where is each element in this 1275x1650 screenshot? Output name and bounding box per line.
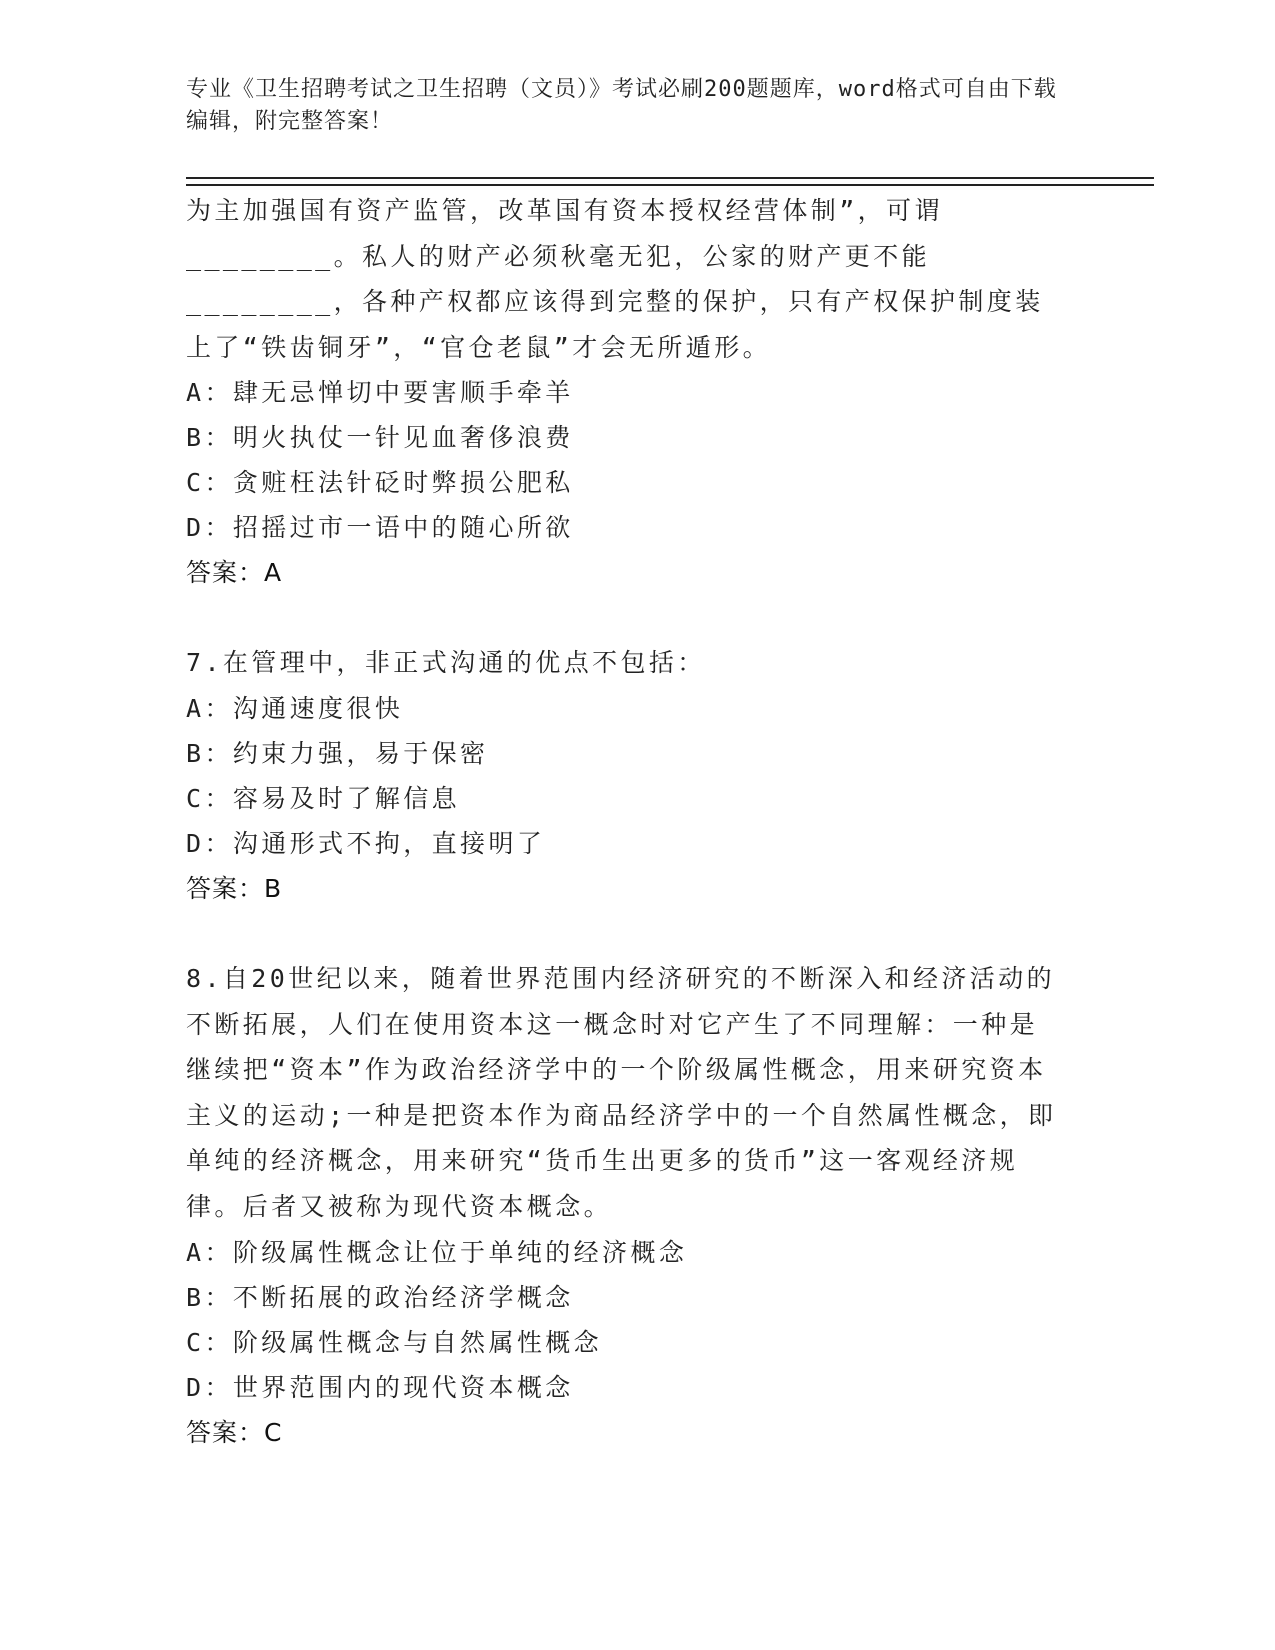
document-header: 专业《卫生招聘考试之卫生招聘（文员）》考试必刷200题题库，word格式可自由下载编辑，附完整答案！ — [186, 77, 1057, 134]
answer-line: 答案：A — [186, 558, 283, 588]
option-b: B：不断拓展的政治经济学概念 — [186, 1282, 574, 1312]
option-d: D：招摇过市一语中的随心所欲 — [186, 513, 574, 543]
option-a: A：沟通速度很快 — [186, 693, 404, 723]
option-d: D：世界范围内的现代资本概念 — [186, 1372, 574, 1402]
question-stem: 8.自20世纪以来，随着世界范围内经济研究的不断深入和经济活动的不断拓展，人们在使用资本这一概念时对它产生了不同理解：一种是继续把“资本”作为政治经济学中的一个阶级属性概念，用来研究资本主义的运动;一种是把资本作为商品经济学中的一个自然属性概念，即单纯的经济概念，用来研究“货币生出更多的货币”这一客观经济规律。后者又被称为现代资本概念。 — [186, 964, 1057, 1221]
answer-line: 答案：B — [186, 873, 283, 903]
option-c: C：贪赃枉法针砭时弊损公肥私 — [186, 468, 574, 498]
question-8-block — [186, 956, 1066, 1455]
option-c: C：容易及时了解信息 — [186, 783, 461, 813]
question-6-block — [186, 188, 1066, 595]
option-c: C：阶级属性概念与自然属性概念 — [186, 1327, 603, 1357]
question-stem: 为主加强国有资产监管，改革国有资本授权经营体制”，可谓________。私人的财产必须秋毫无犯，公家的财产更不能________，各种产权都应该得到完整的保护，只有产权保护制度装上了“铁齿铜牙”，“官仓老鼠”才会无所遁形。 — [186, 196, 1044, 362]
header-divider-top — [186, 177, 1154, 179]
option-a: A：肆无忌惮切中要害顺手牵羊 — [186, 378, 574, 408]
question-stem: 7.在管理中，非正式沟通的优点不包括： — [186, 648, 706, 677]
option-b: B：约束力强，易于保密 — [186, 738, 489, 768]
option-d: D：沟通形式不拘，直接明了 — [186, 828, 546, 858]
answer-line: 答案：C — [186, 1417, 283, 1447]
option-b: B：明火执仗一针见血奢侈浪费 — [186, 423, 574, 453]
option-a: A：阶级属性概念让位于单纯的经济概念 — [186, 1237, 688, 1267]
header-divider-bottom — [186, 184, 1154, 186]
question-7-block — [186, 640, 1066, 911]
